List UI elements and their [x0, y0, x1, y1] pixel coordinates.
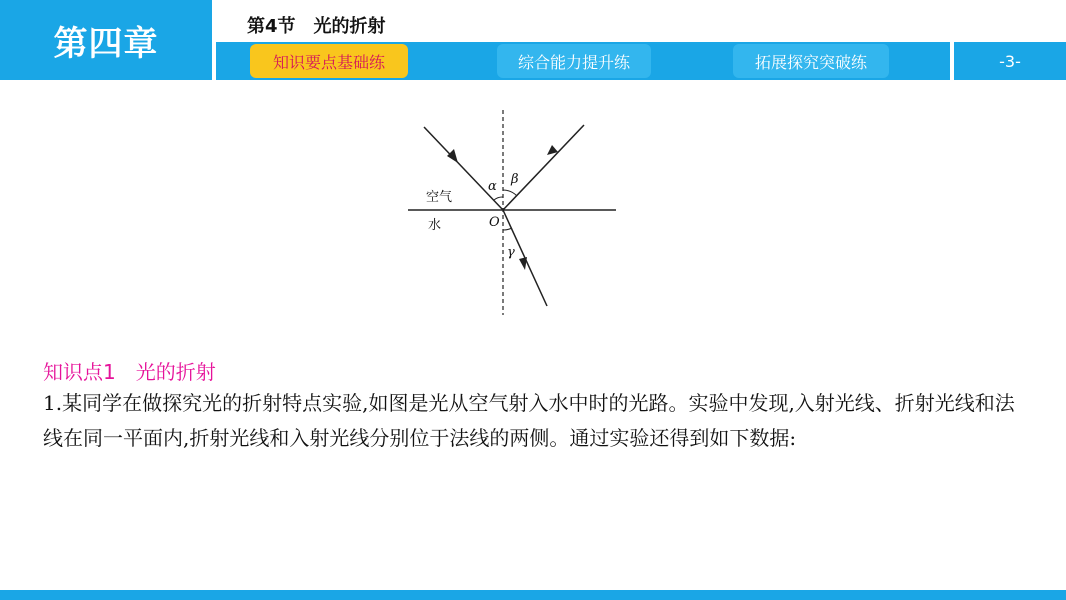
gamma-arc — [503, 228, 512, 230]
refracted-arrow — [519, 257, 527, 270]
refraction-diagram — [400, 110, 630, 320]
incident-arrow — [447, 149, 458, 163]
reflected-ray — [503, 125, 584, 210]
beta-arc — [503, 190, 517, 196]
alpha-arc — [494, 197, 503, 200]
label-gamma: γ — [507, 245, 515, 260]
bottom-bar — [0, 590, 1066, 600]
tab-ability-improvement[interactable]: 综合能力提升练 — [497, 44, 651, 78]
label-alpha: α — [488, 179, 497, 194]
tab-basic-practice[interactable]: 知识要点基础练 — [250, 44, 408, 78]
chapter-title: 第四章 — [0, 0, 212, 80]
label-point-o: O — [489, 215, 500, 230]
label-water: 水 — [428, 218, 442, 233]
label-air: 空气 — [426, 190, 453, 205]
page-number: -3- — [954, 42, 1066, 80]
label-beta: β — [511, 172, 519, 187]
knowledge-point-title: 知识点1 光的折射 — [43, 360, 216, 384]
tab-exploration-breakthrough[interactable]: 拓展探究突破练 — [733, 44, 889, 78]
question-text: 1.某同学在做探究光的折射特点实验,如图是光从空气射入水中时的光路。实验中发现,入射光线、折射光线和法线在同一平面内,折射光线和入射光线分别位于法线的两侧。通过实验还得到如下数据: — [43, 391, 1015, 450]
section-title: 第4节 光的折射 — [247, 16, 386, 37]
